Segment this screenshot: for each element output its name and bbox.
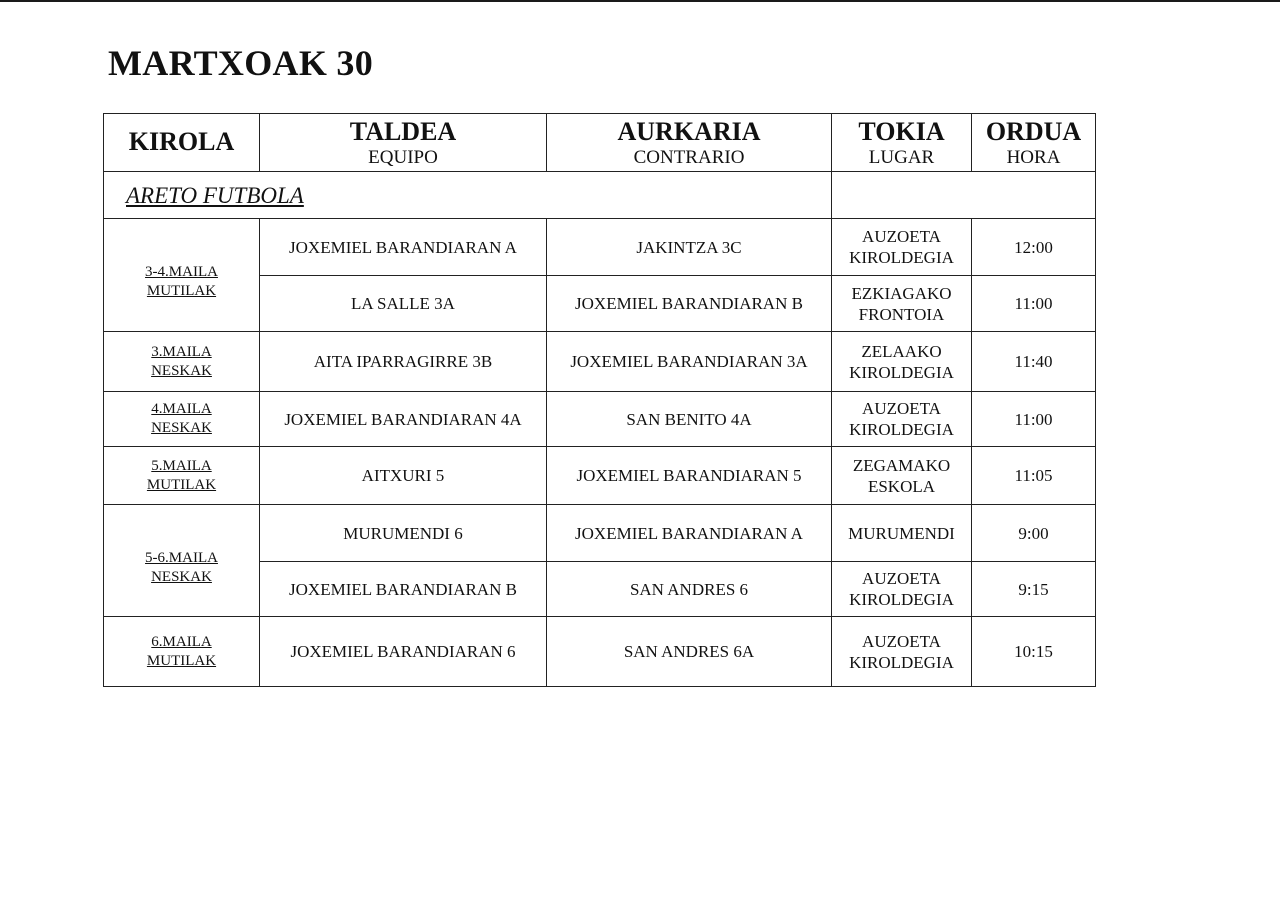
opponent-cell: JAKINTZA 3C bbox=[547, 219, 832, 276]
category-cell bbox=[104, 617, 260, 687]
page-top-edge bbox=[0, 0, 1280, 2]
team-cell: JOXEMIEL BARANDIARAN 4A bbox=[260, 392, 547, 447]
place-line: AUZOETA bbox=[862, 227, 941, 246]
place-line: KIROLDEGIA bbox=[849, 362, 954, 382]
match-row bbox=[104, 392, 1096, 447]
match-row bbox=[104, 219, 1096, 276]
place-line: KIROLDEGIA bbox=[849, 590, 954, 609]
team-cell: JOXEMIEL BARANDIARAN A bbox=[260, 219, 547, 276]
place-line: EZKIAGAKO bbox=[851, 283, 952, 303]
category-label: 5-6.MAILA bbox=[145, 549, 218, 566]
place-line: KIROLDEGIA bbox=[849, 248, 954, 267]
place-cell bbox=[832, 332, 972, 392]
time-cell: 10:15 bbox=[972, 617, 1096, 687]
place-cell bbox=[832, 276, 972, 332]
opponent-cell: SAN ANDRES 6A bbox=[547, 617, 832, 687]
place-line: MURUMENDI bbox=[848, 523, 955, 543]
category-cell bbox=[104, 332, 260, 392]
place-line: KIROLDEGIA bbox=[849, 420, 954, 439]
category-cell bbox=[104, 219, 260, 332]
time-cell: 12:00 bbox=[972, 219, 1096, 276]
opponent-cell: SAN ANDRES 6 bbox=[547, 562, 832, 617]
opponent-cell: JOXEMIEL BARANDIARAN 3A bbox=[547, 332, 832, 392]
place-line: AUZOETA bbox=[862, 569, 941, 588]
match-row bbox=[104, 617, 1096, 687]
opponent-cell: JOXEMIEL BARANDIARAN A bbox=[547, 505, 832, 562]
place-cell bbox=[832, 505, 972, 562]
match-row bbox=[104, 332, 1096, 392]
place-cell bbox=[832, 562, 972, 617]
match-row bbox=[104, 447, 1096, 505]
opponent-cell: SAN BENITO 4A bbox=[547, 392, 832, 447]
header-row bbox=[104, 114, 1096, 172]
header-ordua: ORDUA HORA bbox=[972, 114, 1096, 172]
time-cell: 9:15 bbox=[972, 562, 1096, 617]
category-label: NESKAK bbox=[151, 568, 212, 585]
place-cell bbox=[832, 447, 972, 505]
place-line: ESKOLA bbox=[867, 476, 936, 496]
place-line: ZEGAMAKO bbox=[852, 455, 951, 475]
team-cell: JOXEMIEL BARANDIARAN B bbox=[260, 562, 547, 617]
team-cell: MURUMENDI 6 bbox=[260, 505, 547, 562]
place-line: ZELAAKO bbox=[861, 341, 942, 361]
header-tokia: TOKIA LUGAR bbox=[832, 114, 972, 172]
category-label: 4.MAILA bbox=[151, 401, 212, 417]
place-line: KIROLDEGIA bbox=[849, 652, 954, 672]
category-label: 3-4.MAILA bbox=[145, 264, 218, 280]
opponent-cell: JOXEMIEL BARANDIARAN 5 bbox=[547, 447, 832, 505]
team-cell: JOXEMIEL BARANDIARAN 6 bbox=[260, 617, 547, 687]
team-cell: AITA IPARRAGIRRE 3B bbox=[260, 332, 547, 392]
category-label: MUTILAK bbox=[146, 283, 217, 299]
header-kirola: KIROLA bbox=[104, 114, 260, 172]
time-cell: 11:00 bbox=[972, 276, 1096, 332]
category-label: NESKAK bbox=[151, 420, 212, 436]
section-row bbox=[104, 172, 1096, 219]
category-label: 5.MAILA bbox=[151, 457, 212, 474]
opponent-cell: JOXEMIEL BARANDIARAN B bbox=[547, 276, 832, 332]
category-cell bbox=[104, 505, 260, 617]
category-cell bbox=[104, 447, 260, 505]
time-cell: 11:00 bbox=[972, 392, 1096, 447]
time-cell: 11:40 bbox=[972, 332, 1096, 392]
header-taldea: TALDEA EQUIPO bbox=[260, 114, 547, 172]
category-label: MUTILAK bbox=[146, 652, 217, 669]
header-aurkaria: AURKARIA CONTRARIO bbox=[547, 114, 832, 172]
category-label: 6.MAILA bbox=[151, 633, 212, 650]
time-cell: 11:05 bbox=[972, 447, 1096, 505]
schedule-body bbox=[104, 172, 1096, 687]
time-cell: 9:00 bbox=[972, 505, 1096, 562]
schedule-table bbox=[103, 113, 1096, 687]
place-line: AUZOETA bbox=[862, 631, 941, 651]
category-label: NESKAK bbox=[151, 362, 212, 379]
match-row bbox=[104, 505, 1096, 562]
category-label: 3.MAILA bbox=[151, 343, 212, 360]
team-cell: AITXURI 5 bbox=[260, 447, 547, 505]
category-cell bbox=[104, 392, 260, 447]
team-cell: LA SALLE 3A bbox=[260, 276, 547, 332]
category-label: MUTILAK bbox=[146, 476, 217, 493]
section-empty-cell bbox=[832, 172, 1096, 219]
place-line: FRONTOIA bbox=[858, 304, 945, 324]
place-cell bbox=[832, 617, 972, 687]
page-title: MARTXOAK 30 bbox=[108, 43, 374, 83]
place-cell bbox=[832, 392, 972, 447]
place-cell bbox=[832, 219, 972, 276]
section-label: ARETO FUTBOLA bbox=[104, 172, 832, 219]
place-line: AUZOETA bbox=[862, 399, 941, 418]
